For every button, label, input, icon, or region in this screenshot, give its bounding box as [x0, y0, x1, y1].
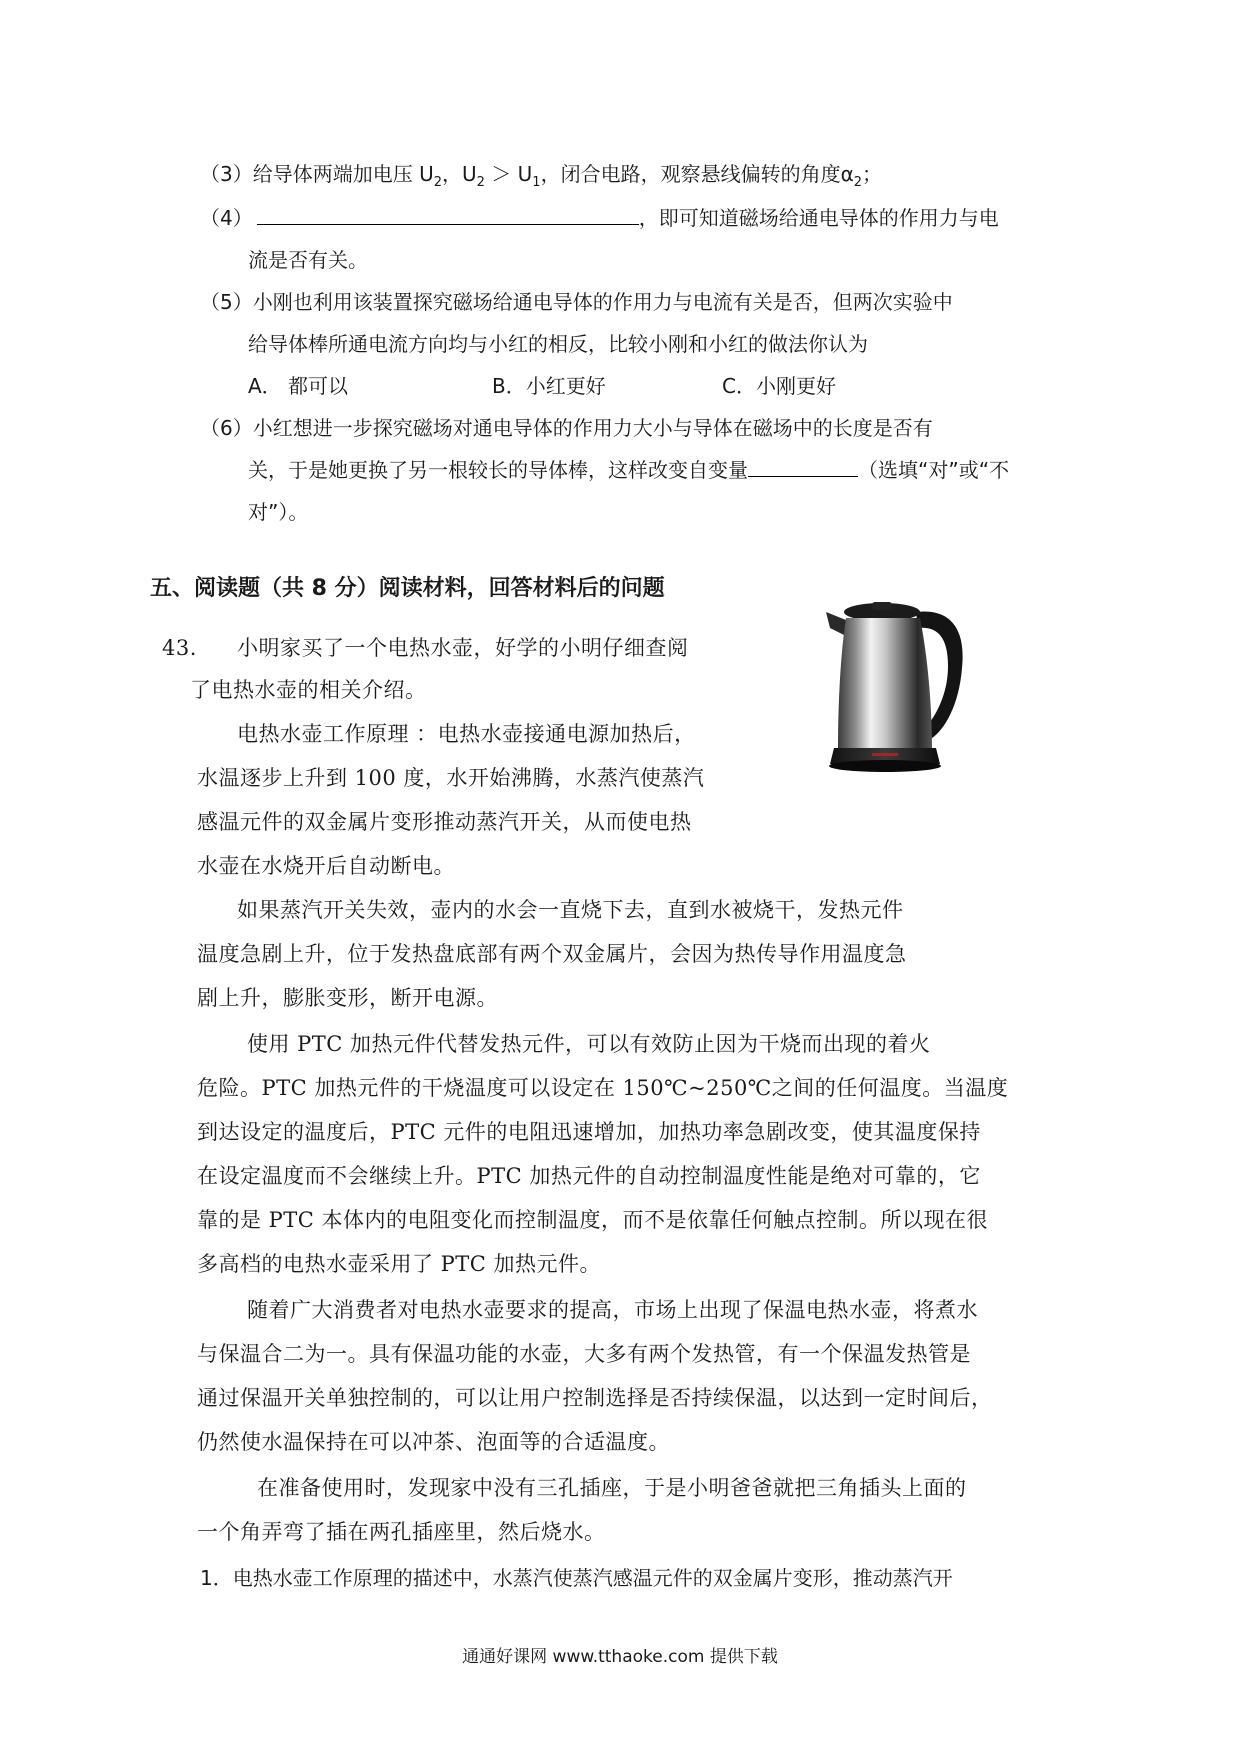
paragraph-line: 感温元件的双金属片变形推动蒸汽开关，从而使电热 — [197, 810, 692, 834]
item-6-line-3: 对”）。 — [248, 500, 309, 524]
paragraph-line: 水壶在水烧开后自动断电。 — [197, 854, 455, 878]
item-5-label: （5） — [200, 290, 253, 314]
item-5-line-2: 给导体棒所通电流方向均与小红的相反，比较小刚和小红的做法你认为 — [248, 332, 868, 356]
paragraph-line: 与保温合二为一。具有保温功能的水壶，大多有两个发热管，有一个保温发热管是 — [197, 1342, 971, 1366]
item-6-line-2: 关，于是她更换了另一根较长的导体棒，这样改变自变量 （选填“对”或“不 — [248, 458, 1010, 482]
item-4-line-2: 流是否有关。 — [248, 248, 368, 272]
paragraph-line: 通过保温开关单独控制的，可以让用户控制选择是否持续保温，以达到一定时间后， — [197, 1386, 993, 1410]
paragraph-line: 小明家买了一个电热水壶，好学的小明仔细查阅 — [237, 636, 689, 660]
paragraph-line: 一个角弄弯了插在两孔插座里，然后烧水。 — [197, 1520, 606, 1544]
sub-question-1: 1．电热水壶工作原理的描述中，水蒸汽使蒸汽感温元件的双金属片变形，推动蒸汽开 — [200, 1566, 953, 1590]
paragraph-line: 使用 PTC 加热元件代替发热元件，可以有效防止因为干烧而出现的着火 — [247, 1032, 931, 1056]
item-4: （4） ，即可知道磁场给通电导体的作用力与电 — [200, 206, 999, 230]
paragraph-line: 如果蒸汽开关失效，壶内的水会一直烧下去，直到水被烧干，发热元件 — [237, 898, 904, 922]
section-5-heading: 五、阅读题（共 8 分）阅读材料，回答材料后的问题 — [150, 576, 665, 601]
answer-blank-6[interactable] — [748, 456, 858, 477]
paragraph-line: 靠的是 PTC 本体内的电阻变化而控制温度，而不是依靠任何触点控制。所以现在很 — [197, 1208, 989, 1232]
paragraph-line: 危险。PTC 加热元件的干烧温度可以设定在 150℃~250℃之间的任何温度。当温度 — [197, 1076, 1009, 1100]
paragraph-line: 温度急剧上升，位于发热盘底部有两个双金属片，会因为热传导作用温度急 — [197, 942, 907, 966]
answer-blank-4[interactable] — [257, 204, 639, 225]
paragraph-line: 到达设定的温度后，PTC 元件的电阻迅速增加，加热功率急剧改变，使其温度保持 — [197, 1120, 981, 1144]
option-a[interactable]: A． 都可以 — [248, 374, 349, 398]
item-3: （3）给导体两端加电压 $U_2$，$U_2 > U_1$，闭合电路，观察悬线偏转的角度$\alpha_2$； — [200, 162, 883, 190]
paragraph-line: 多高档的电热水壶采用了 PTC 加热元件。 — [197, 1252, 602, 1276]
item-4-label: （4） — [200, 206, 253, 230]
paragraph-line: 随着广大消费者对电热水壶要求的提高，市场上出现了保温电热水壶，将煮水 — [247, 1298, 978, 1322]
item-6: （6）小红想进一步探究磁场对通电导体的作用力大小与导体在磁场中的长度是否有 — [200, 416, 933, 440]
paragraph-line: 水温逐步上升到 100 度，水开始沸腾，水蒸汽使蒸汽 — [197, 766, 705, 790]
paragraph-line: 仍然使水温保持在可以冲茶、泡面等的合适温度。 — [197, 1430, 670, 1454]
item-5: （5）小刚也利用该装置探究磁场给通电导体的作用力与电流有关是否，但两次实验中 — [200, 290, 953, 314]
paragraph-line: 了电热水壶的相关介绍。 — [190, 678, 427, 702]
option-c[interactable]: C．小刚更好 — [722, 374, 836, 398]
item-3-label: （3） — [200, 162, 253, 186]
item-6-label: （6） — [200, 416, 253, 440]
electric-kettle-image — [820, 598, 968, 776]
paragraph-line: 电热水壶工作原理 ：电热水壶接通电源加热后， — [237, 722, 696, 746]
paragraph-line: 在设定温度而不会继续上升。PTC 加热元件的自动控制温度性能是绝对可靠的，它 — [197, 1164, 981, 1188]
page-footer: 通通好课网 www.tthaoke.com 提供下载 — [462, 1647, 778, 1667]
question-number: 43. — [162, 636, 197, 660]
paragraph-line: 在准备使用时，发现家中没有三孔插座，于是小明爸爸就把三角插头上面的 — [257, 1476, 967, 1500]
option-b[interactable]: B．小红更好 — [492, 374, 606, 398]
paragraph-line: 剧上升，膨胀变形，断开电源。 — [197, 986, 498, 1010]
